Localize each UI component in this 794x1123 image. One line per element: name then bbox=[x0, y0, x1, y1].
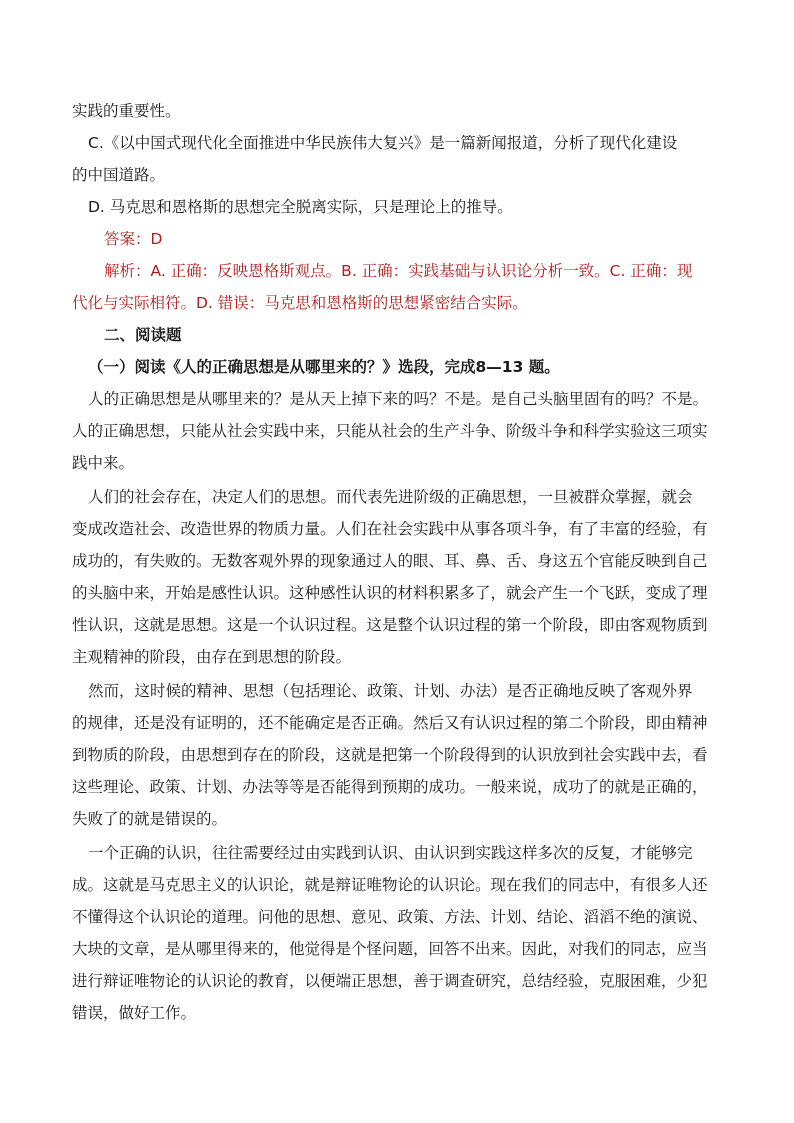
analysis-line: 代化与实际相符。D. 错误：马克思和恩格斯的思想紧密结合实际。 bbox=[72, 294, 528, 312]
section-heading: 二、阅读题 bbox=[104, 326, 182, 344]
subsection-heading: （一）阅读《人的正确思想是从哪里来的？》选段，完成8—13 题。 bbox=[88, 358, 560, 376]
passage-line: 成功的，有失败的。无数客观外界的现象通过人的眼、耳、鼻、舌、身这五个官能反映到自己 bbox=[72, 552, 708, 570]
passage-line: 不懂得这个认识论的道理。问他的思想、意见、政策、方法、计划、结论、滔滔不绝的演说、 bbox=[72, 908, 708, 926]
passage-line: 人们的社会存在，决定人们的思想。而代表先进阶级的正确思想，一旦被群众掌握，就会 bbox=[88, 488, 693, 506]
passage-line: 主观精神的阶段，由存在到思想的阶段。 bbox=[72, 648, 352, 666]
text-line: 实践的重要性。 bbox=[72, 102, 181, 120]
passage-line: 大块的文章，是从哪里得来的，他觉得是个怪问题，回答不出来。因此，对我们的同志，应当 bbox=[72, 940, 708, 958]
passage-line: 的规律，还是没有证明的，还不能确定是否正确。然后又有认识过程的第二个阶段，即由精神 bbox=[72, 714, 708, 732]
passage-line: 然而，这时候的精神、思想（包括理论、政策、计划、办法）是否正确地反映了客观外界 bbox=[88, 682, 693, 700]
passage-line: 变成改造社会、改造世界的物质力量。人们在社会实践中从事各项斗争，有了丰富的经验，有 bbox=[72, 520, 708, 538]
passage-line: 进行辩证唯物论的认识论的教育，以便端正思想，善于调查研究，总结经验，克服困难，少犯 bbox=[72, 972, 708, 990]
passage-line: 一个正确的认识，往往需要经过由实践到认识、由认识到实践这样多次的反复，才能够完 bbox=[88, 844, 693, 862]
passage-line: 失败了的就是错误的。 bbox=[72, 810, 228, 828]
passage-line: 这些理论、政策、计划、办法等等是否能得到预期的成功。一般来说，成功了的就是正确的， bbox=[72, 778, 708, 796]
answer-line: 答案：D bbox=[104, 230, 163, 248]
passage-line: 人的正确思想是从哪里来的？是从天上掉下来的吗？不是。是自己头脑里固有的吗？不是。 bbox=[88, 390, 709, 408]
text-line: 的中国道路。 bbox=[72, 166, 166, 184]
passage-line: 的头脑中来，开始是感性认识。这种感性认识的材料积累多了，就会产生一个飞跃，变成了理 bbox=[72, 584, 708, 602]
passage-line: 践中来。 bbox=[72, 454, 135, 472]
passage-line: 错误，做好工作。 bbox=[72, 1004, 197, 1022]
passage-line: 性认识，这就是思想。这是一个认识过程。这是整个认识过程的第一个阶段，即由客观物质到 bbox=[72, 616, 708, 634]
option-c-line: C.《以中国式现代化全面推进中华民族伟大复兴》是一篇新闻报道，分析了现代化建设 bbox=[88, 134, 678, 152]
passage-line: 到物质的阶段，由思想到存在的阶段，这就是把第一个阶段得到的认识放到社会实践中去，看 bbox=[72, 746, 708, 764]
analysis-line: 解析：A. 正确：反映恩格斯观点。B. 正确：实践基础与认识论分析一致。C. 正确：现 bbox=[104, 262, 693, 280]
passage-line: 成。这就是马克思主义的认识论，就是辩证唯物论的认识论。现在我们的同志中，有很多人还 bbox=[72, 876, 708, 894]
option-d-line: D. 马克思和恩格斯的思想完全脱离实际，只是理论上的推导。 bbox=[88, 198, 513, 216]
passage-line: 人的正确思想，只能从社会实践中来，只能从社会的生产斗争、阶级斗争和科学实验这三项实 bbox=[72, 422, 708, 440]
